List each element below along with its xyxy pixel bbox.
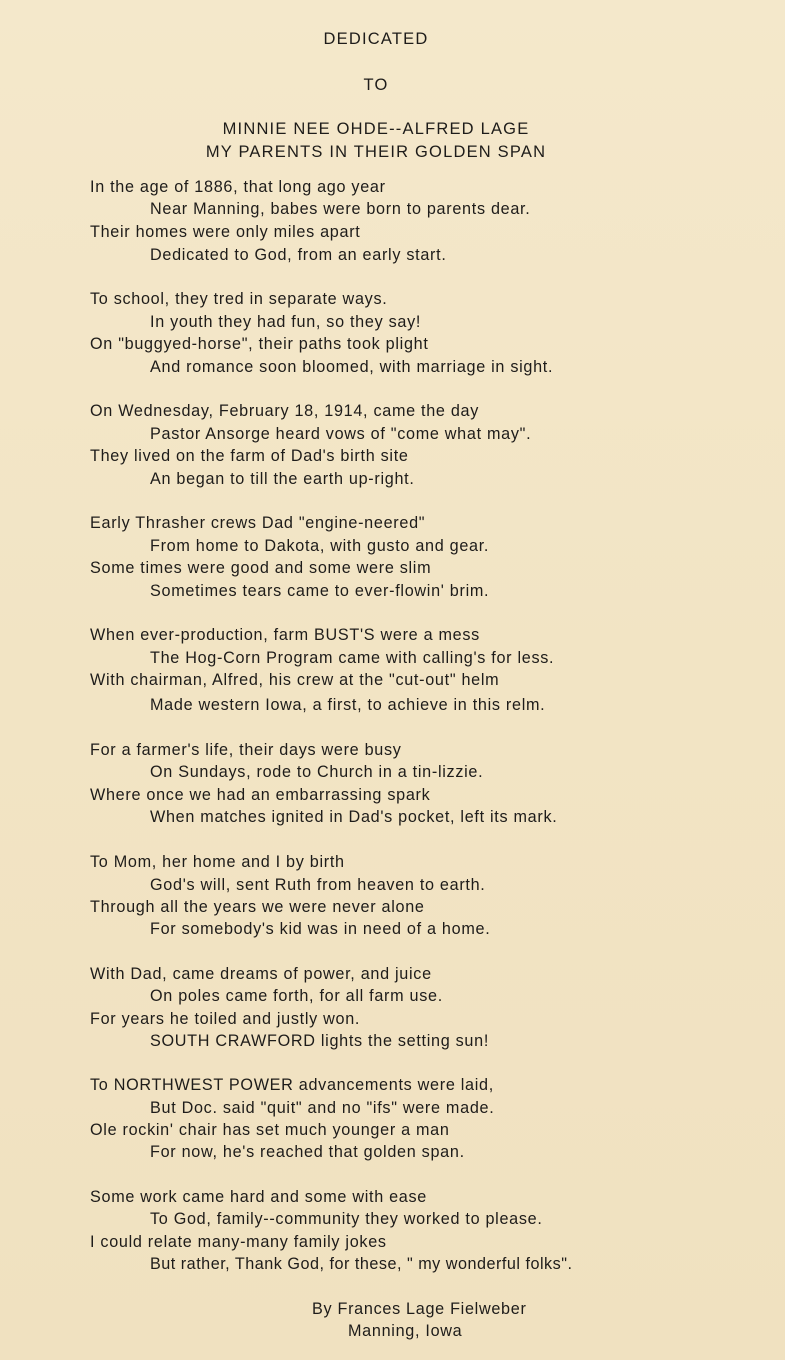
poem-line: Their homes were only miles apart	[90, 223, 361, 241]
poem-line: On Wednesday, February 18, 1914, came the day	[90, 402, 480, 420]
poem-line: For now, he's reached that golden span.	[150, 1143, 465, 1161]
poem-line: On Sundays, rode to Church in a tin-lizzie.	[150, 763, 484, 781]
poem-line: Where once we had an embarrassing spark	[90, 786, 431, 804]
poem-line: From home to Dakota, with gusto and gear.	[150, 537, 490, 555]
poem-line: Through all the years we were never alone	[90, 898, 425, 916]
poem-line: On "buggyed-horse", their paths took plight	[90, 335, 429, 353]
poem-line: In the age of 1886, that long ago year	[90, 178, 386, 196]
poem-line: Sometimes tears came to ever-flowin' brim.	[150, 582, 490, 600]
poem-line: For somebody's kid was in need of a home.	[150, 920, 491, 938]
poem-line: SOUTH CRAWFORD lights the setting sun!	[150, 1032, 490, 1050]
poem-line: On poles came forth, for all farm use.	[150, 987, 443, 1005]
poem-line: For a farmer's life, their days were busy	[90, 741, 402, 759]
poem-line: I could relate many-many family jokes	[90, 1233, 387, 1251]
author-place: Manning, Iowa	[348, 1322, 463, 1340]
poem-line: Some work came hard and some with ease	[90, 1188, 428, 1206]
poem-line: And romance soon bloomed, with marriage in sight.	[150, 358, 554, 376]
poem-line: In youth they had fun, so they say!	[150, 313, 422, 331]
poem-line: For years he toiled and justly won.	[90, 1010, 361, 1028]
poem-line: With chairman, Alfred, his crew at the "cut-out" helm	[90, 671, 500, 689]
poem-line: Early Thrasher crews Dad "engine-neered"	[90, 514, 426, 532]
poem-line: They lived on the farm of Dad's birth site	[90, 447, 409, 465]
poem-line: To school, they tred in separate ways.	[90, 290, 388, 308]
poem-line: When ever-production, farm BUST'S were a mess	[90, 626, 480, 644]
poem-line: When matches ignited in Dad's pocket, left its mark.	[150, 808, 558, 826]
poem-line: Dedicated to God, from an early start.	[150, 246, 447, 264]
heading-to: TO	[363, 76, 389, 94]
poem-line: Near Manning, babes were born to parents dear.	[150, 200, 531, 218]
poem-line: With Dad, came dreams of power, and juice	[90, 965, 432, 983]
poem-line: Some times were good and some were slim	[90, 559, 432, 577]
heading-subtitle: MY PARENTS IN THEIR GOLDEN SPAN	[205, 143, 547, 161]
poem-line: An began to till the earth up-right.	[150, 470, 415, 488]
poem-line: The Hog-Corn Program came with calling's for less.	[150, 649, 555, 667]
poem-line: Pastor Ansorge heard vows of "come what may".	[150, 425, 532, 443]
poem-line: To NORTHWEST POWER advancements were laid,	[90, 1076, 494, 1094]
heading-dedicated: DEDICATED	[323, 30, 429, 48]
author-signature: By Frances Lage Fielweber	[312, 1300, 527, 1318]
poem-line: God's will, sent Ruth from heaven to earth.	[150, 876, 486, 894]
poem-line: Ole rockin' chair has set much younger a man	[90, 1121, 450, 1139]
poem-line: Made western Iowa, a first, to achieve in this relm.	[150, 696, 546, 714]
poem-line: To God, family--community they worked to please.	[150, 1210, 543, 1228]
poem-line: But Doc. said "quit" and no "ifs" were made.	[150, 1099, 495, 1117]
heading-names: MINNIE NEE OHDE--ALFRED LAGE	[222, 120, 530, 138]
poem-line: To Mom, her home and I by birth	[90, 853, 345, 871]
poem-line: But rather, Thank God, for these, " my wonderful folks".	[150, 1255, 573, 1273]
